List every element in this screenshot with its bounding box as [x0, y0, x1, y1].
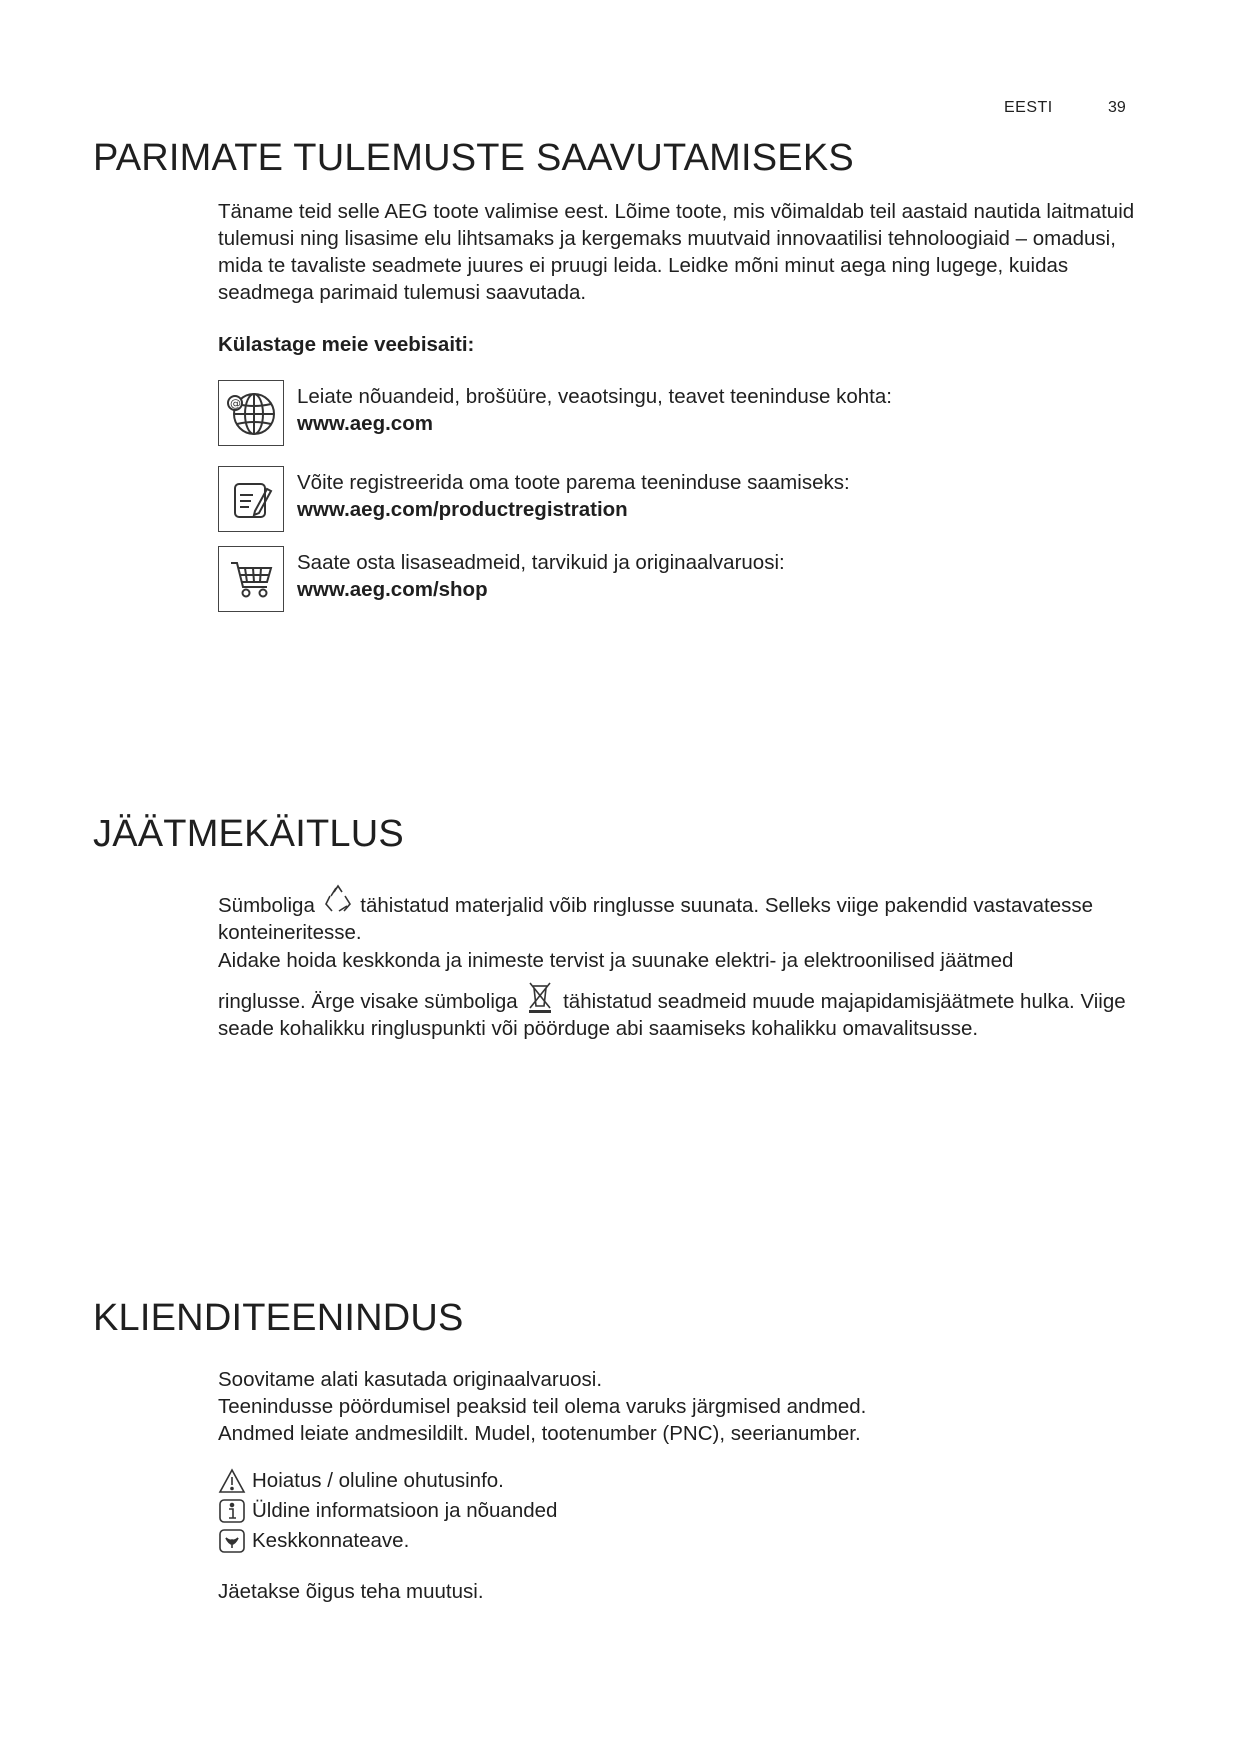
language-label: EESTI	[1004, 99, 1053, 116]
link-description-shop: Saate osta lisaseadmeid, tarvikuid ja originaalvaruosi:	[297, 551, 785, 574]
disposal-paragraph	[218, 884, 1148, 1042]
disposal-text-3-start: ringlusse. Ärge visake sümboliga	[218, 990, 518, 1013]
intro-text: Täname teid selle AEG toote valimise eest. Lõime toote, mis võimaldab teil aastaid nautida laitmatuid tulemusi ning lisasime elu lihtsamaks ja kergemaks muutvaid innovaatilisi tehnoloogiaid – omadusi, mida te tavaliste seadmete juures ei pruugi leida. Leidke mõni minut aega ning lugege, kuidas seadmega parimaid tulemusi saavutada.	[218, 200, 1135, 304]
disposal-text-1-end: tähistatud materjalid võib ringlusse suunata. Selleks viige pakendid vastavatesse konteineritesse.	[218, 894, 1094, 944]
link-description-support: Leiate nõuandeid, brošüüre, veaotsingu, teavet teeninduse kohta:	[297, 385, 892, 408]
section-title-customer-service: KLIENDITEENINDUS	[93, 1297, 464, 1339]
info-icon	[218, 1498, 246, 1524]
disposal-text-1	[218, 884, 1148, 946]
link-aeg-shop[interactable]: www.aeg.com/shop	[297, 578, 488, 601]
legend-text-warning: Hoiatus / oluline ohutusinfo.	[252, 1469, 504, 1492]
link-row-registration	[218, 466, 850, 534]
link-aeg-com[interactable]: www.aeg.com	[297, 412, 433, 435]
section-title-best-results: PARIMATE TULEMUSTE SAAVUTAMISEKS	[93, 137, 854, 179]
legend-row-info	[218, 1496, 557, 1526]
cart-icon	[218, 546, 284, 612]
disposal-text-2: Aidake hoida keskkonda ja inimeste tervist ja suunake elektri- ja elektroonilised jäätmed	[218, 949, 1014, 972]
environment-icon	[218, 1528, 246, 1554]
registration-icon	[218, 466, 284, 532]
legend-text-environment: Keskkonnateave.	[252, 1529, 410, 1552]
intro-paragraph	[218, 198, 1148, 306]
recycle-icon	[323, 884, 353, 918]
svg-text:@: @	[230, 397, 241, 410]
globe-icon	[218, 380, 284, 446]
disposal-text-3-end: tähistatud seadmeid muude majapidamisjäätmete hulka. Viige seade kohalikku ringluspunkti või pöörduge abi saamiseks kohalikku omavalitsusse.	[218, 990, 1126, 1040]
visit-website-label: Külastage meie veebisaiti:	[218, 333, 475, 356]
service-line-2: Teenindusse pöördumisel peaksid teil olema varuks järgmised andmed.	[218, 1395, 867, 1418]
page-number: 39	[1108, 99, 1126, 116]
legend-row-warning	[218, 1466, 557, 1496]
disposal-text-3	[218, 980, 1148, 1042]
link-row-shop	[218, 546, 785, 614]
link-product-registration[interactable]: www.aeg.com/productregistration	[297, 498, 628, 521]
customer-service-paragraph	[218, 1366, 1178, 1447]
footer-note: Jäetakse õigus teha muutusi.	[218, 1580, 484, 1603]
legend-text-info: Üldine informatsioon ja nõuanded	[252, 1499, 558, 1522]
crossed-bin-icon	[525, 980, 555, 1014]
service-line-3: Andmed leiate andmesildilt. Mudel, tootenumber (PNC), seerianumber.	[218, 1422, 861, 1445]
section-title-disposal: JÄÄTMEKÄITLUS	[93, 813, 404, 855]
service-line-1: Soovitame alati kasutada originaalvaruosi.	[218, 1368, 603, 1391]
disposal-text-1-start: Sümboliga	[218, 894, 315, 917]
link-row-support	[218, 380, 892, 448]
legend-row-environment	[218, 1526, 557, 1556]
symbol-legend	[218, 1466, 557, 1556]
link-description-registration: Võite registreerida oma toote parema teeninduse saamiseks:	[297, 471, 850, 494]
warning-icon	[218, 1468, 246, 1494]
